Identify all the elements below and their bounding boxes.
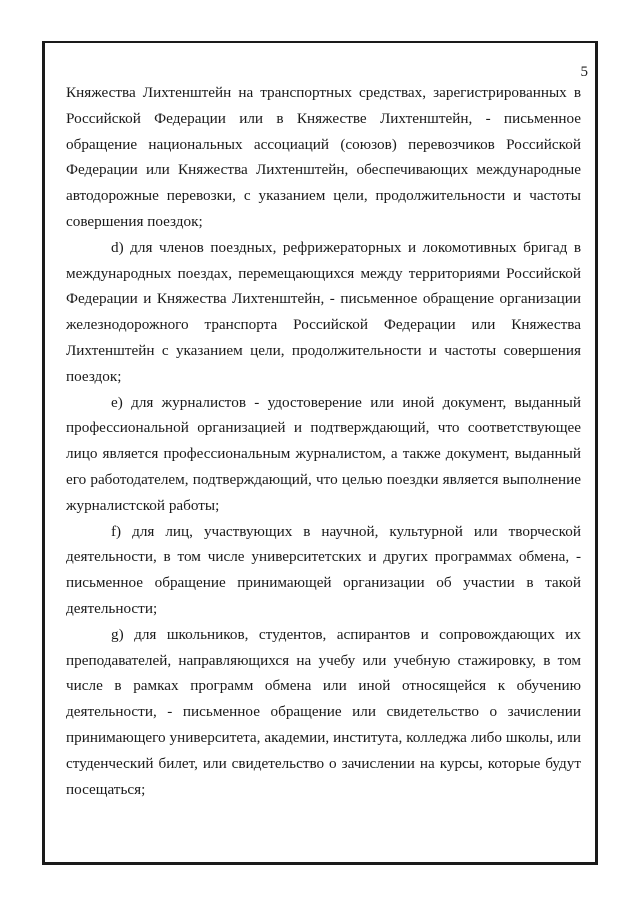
paragraph-item-d: d) для членов поездных, рефрижераторных и локомотивных бригад в международных поездах, перемещающихся между территориями Российской Федерации и Княжества Лихтенштейн, - письменное обращение организации железнодорожного транспорта Российской Федерации или Княжества Лихтенштейн с указанием цели, продолжительности и частоты совершения поездок; [66, 238, 581, 385]
page-number: 5 [580, 64, 588, 80]
paragraph-item-g: g) для школьников, студентов, аспирантов и сопровождающих их преподавателей, направляющихся на учебу или учебную стажировку, в том числе в рамках программ обмена или иной относящейся к обучению деятельности, - письменное обращение или свидетельство о зачислении принимающего университета, академии, института, колледжа либо школы, или студенческий билет, или свидетельство о зачислении на курсы, которые будут посещаться; [66, 625, 581, 798]
paragraph-continuation: Княжества Лихтенштейн на транспортных средствах, зарегистрированных в Российской Федерации или в Княжестве Лихтенштейн, - письменное обращение национальных ассоциаций (союзов) перевозчиков Российской Федерации или Княжества Лихтенштейн, обеспечивающих международные автодорожные перевозки, с указанием цели, продолжительности и частоты совершения поездок; [66, 84, 581, 230]
document-body [66, 80, 581, 802]
paragraph-item-f: f) для лиц, участвующих в научной, культурной или творческой деятельности, в том числе университетских и других программах обмена, - письменное обращение принимающей организации об участии в такой деятельности; [66, 522, 581, 617]
paragraph-item-e: e) для журналистов - удостоверение или иной документ, выданный профессиональной организацией и подтверждающий, что соответствующее лицо является профессиональным журналистом, а также документ, выданный его работодателем, подтверждающий, что целью поездки является выполнение журналистской работы; [66, 393, 581, 514]
